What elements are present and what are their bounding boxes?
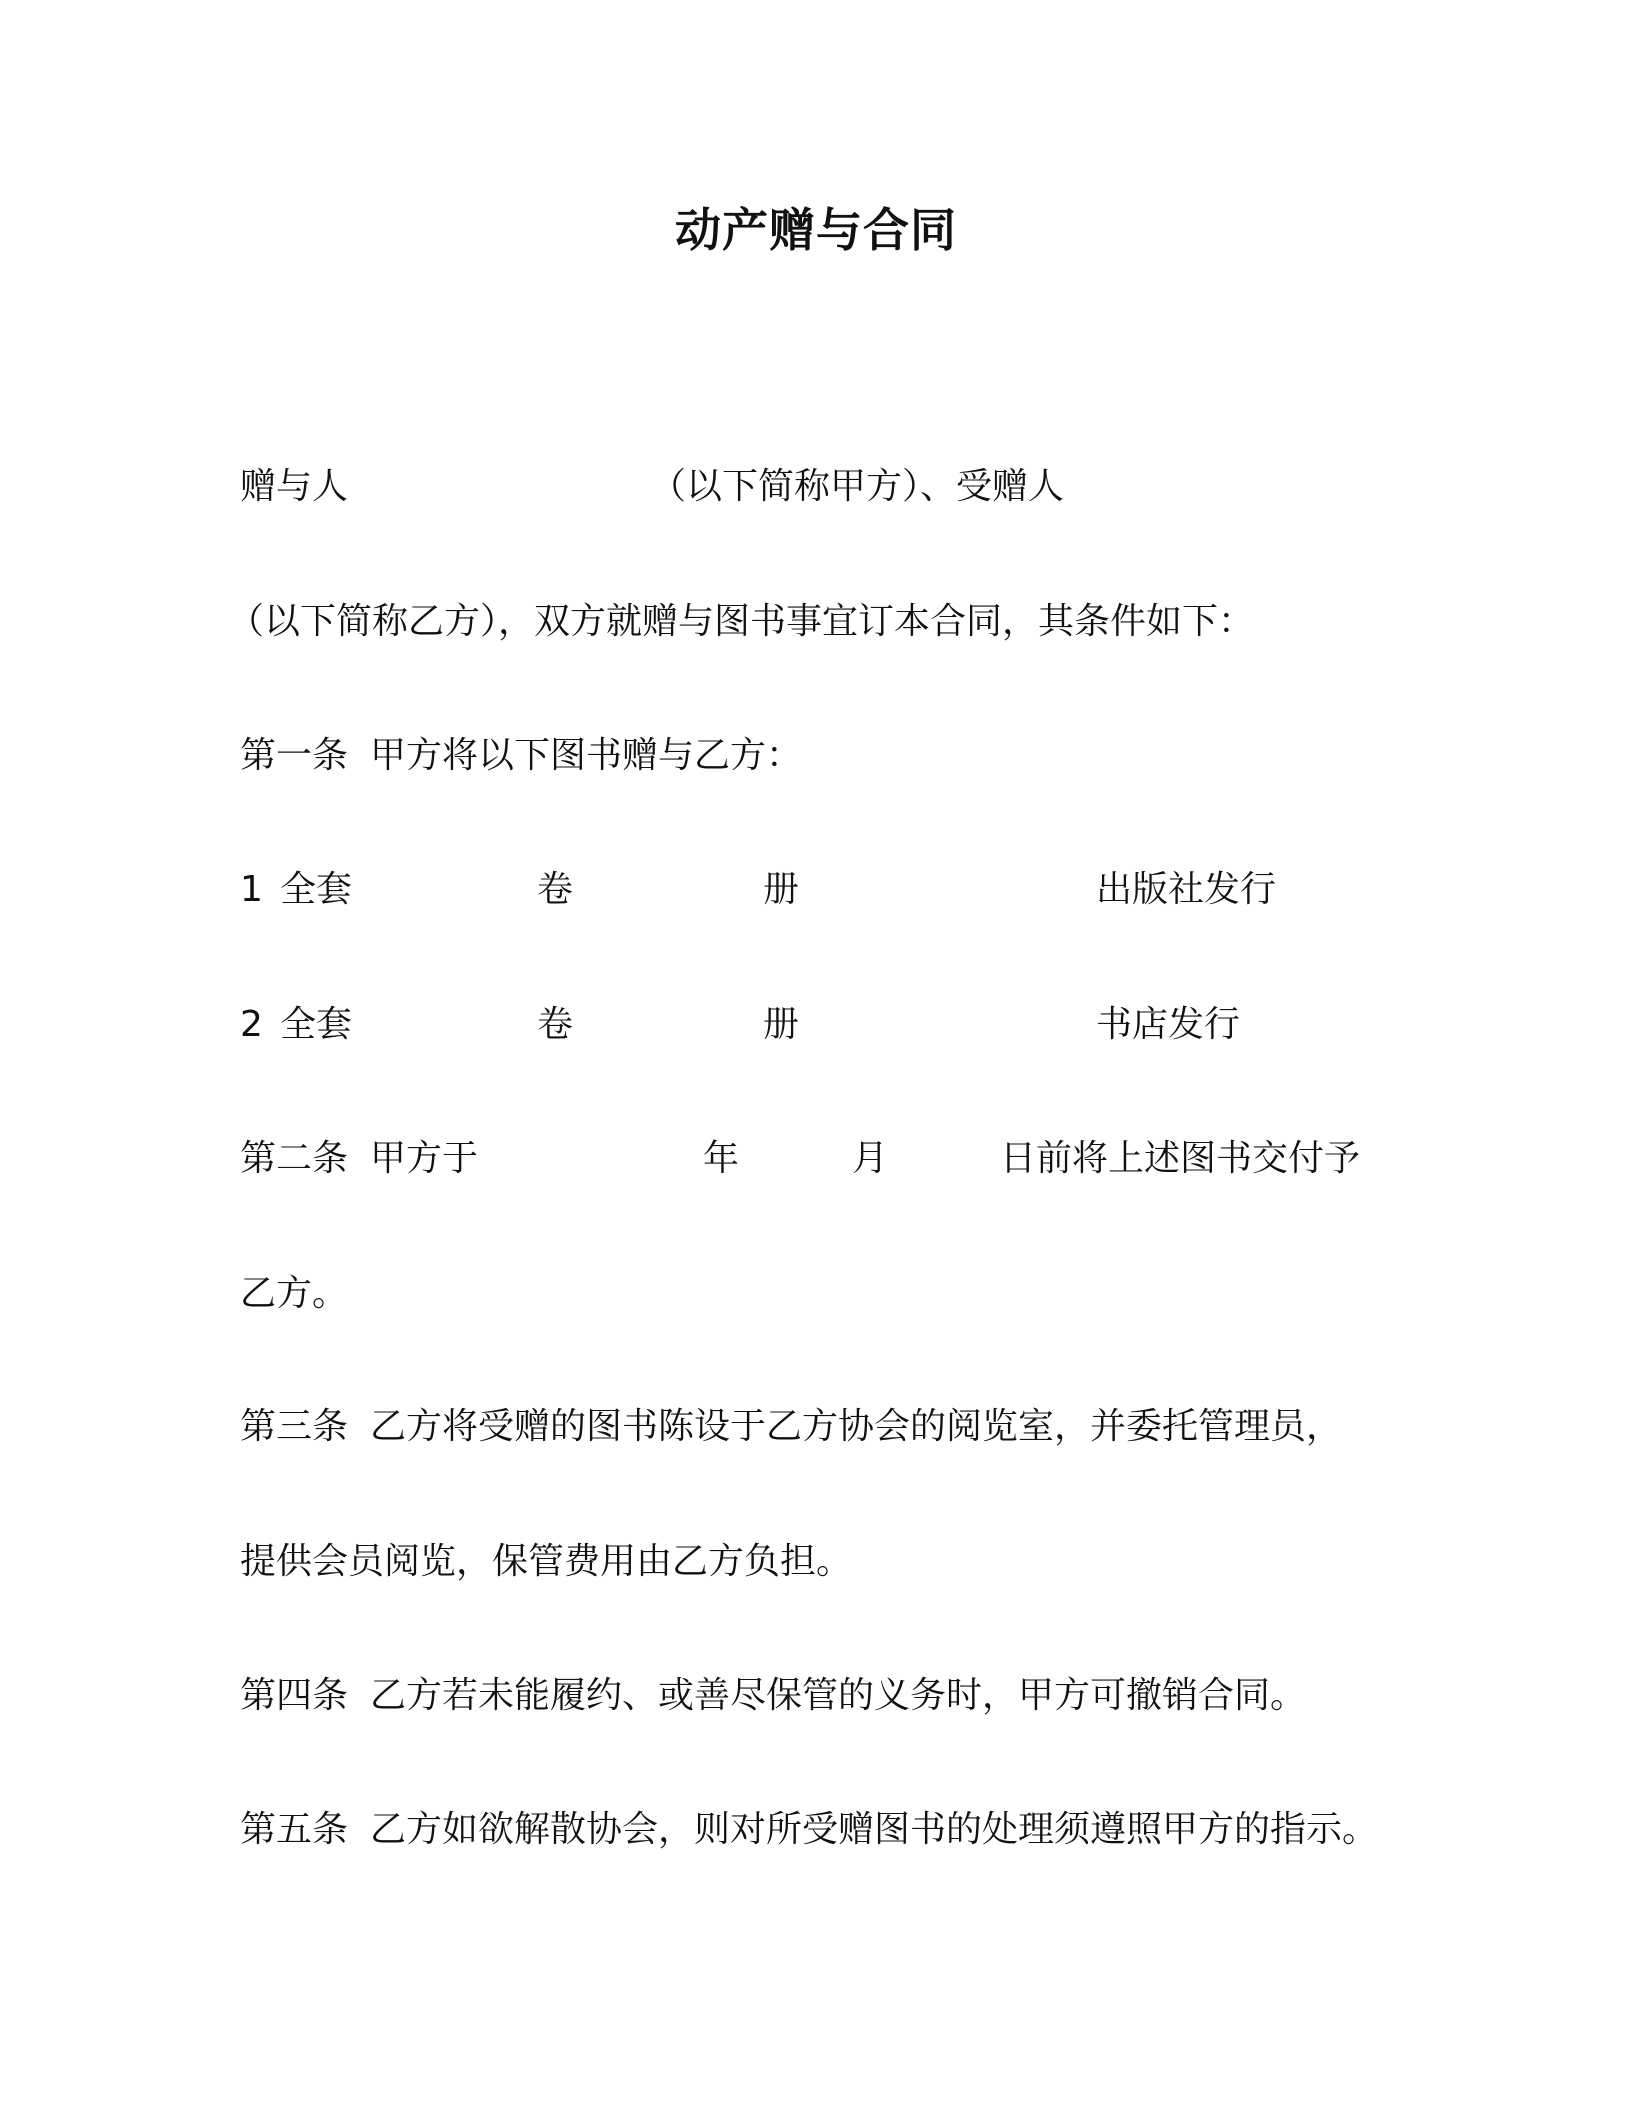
intro-line-1 <box>0 457 1632 517</box>
article-2-month: 月 <box>852 1138 889 1179</box>
article-3-text-2: 提供会员阅览，保管费用由乙方负担。 <box>240 1541 853 1582</box>
book-item-number: 1 <box>240 869 263 910</box>
donor-label: 赠与人 <box>240 466 349 507</box>
book-item-book: 册 <box>763 869 800 910</box>
article-3-line-1 <box>0 1397 1632 1457</box>
article-5-line <box>0 1800 1632 1860</box>
article-2-continuation-line <box>0 1264 1632 1324</box>
book-item-number: 2 <box>240 1004 263 1045</box>
donor-suffix: （以下简称甲方）、受赠人 <box>650 466 1065 507</box>
book-item-set: 全套 <box>280 1004 353 1045</box>
article-4-heading: 第四条 <box>240 1675 349 1716</box>
intro-line-2 <box>0 592 1632 652</box>
document-title: 动产赠与合同 <box>675 203 957 257</box>
article-2-text-end: 日前将上述图书交付予 <box>1000 1138 1361 1179</box>
book-item-set: 全套 <box>280 869 353 910</box>
article-2-text-start: 甲方于 <box>370 1138 479 1179</box>
book-item-row <box>0 995 1632 1055</box>
book-item-volume: 卷 <box>537 869 574 910</box>
article-3-heading: 第三条 <box>240 1406 349 1447</box>
article-2-year: 年 <box>703 1138 740 1179</box>
article-4-line <box>0 1666 1632 1726</box>
article-3-line-2 <box>0 1532 1632 1592</box>
book-item-publisher: 出版社发行 <box>1096 869 1277 910</box>
book-item-volume: 卷 <box>537 1004 574 1045</box>
article-5-heading: 第五条 <box>240 1809 349 1850</box>
article-4-text: 乙方若未能履约、或善尽保管的义务时，甲方可撤销合同。 <box>370 1675 1307 1716</box>
article-2-continuation: 乙方。 <box>240 1273 349 1314</box>
article-2-heading: 第二条 <box>240 1138 349 1179</box>
book-item-publisher: 书店发行 <box>1096 1004 1241 1045</box>
article-3-text-1: 乙方将受赠的图书陈设于乙方协会的阅览室，并委托管理员， <box>370 1406 1343 1447</box>
recipient-suffix: （以下简称乙方），双方就赠与图书事宜订本合同，其条件如下： <box>228 601 1255 642</box>
book-item-row <box>0 860 1632 920</box>
book-item-book: 册 <box>763 1004 800 1045</box>
article-2-line <box>0 1129 1632 1189</box>
article-1-heading: 第一条 <box>240 735 349 776</box>
article-1-line <box>0 726 1632 786</box>
article-5-text: 乙方如欲解散协会，则对所受赠图书的处理须遵照甲方的指示。 <box>370 1809 1379 1850</box>
article-1-text: 甲方将以下图书赠与乙方： <box>370 735 803 776</box>
